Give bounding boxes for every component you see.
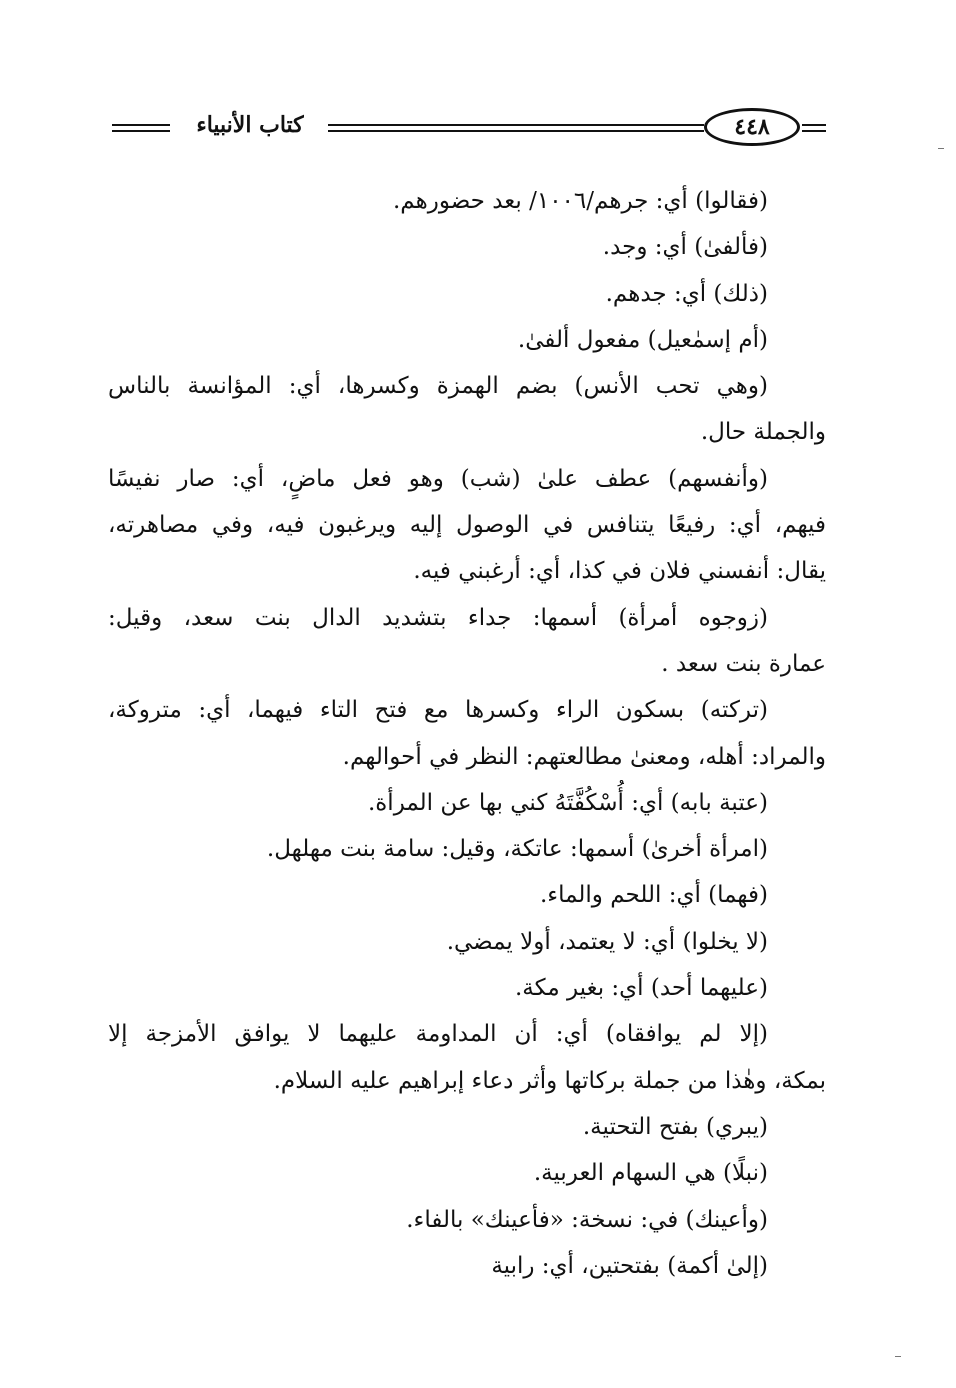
text-line: (أم إسمٰعيل) مفعول ألفىٰ. bbox=[517, 326, 768, 353]
header-left-rule bbox=[112, 124, 170, 126]
page-body bbox=[108, 178, 826, 1289]
text-line: والمراد: أهله، ومعنىٰ مطالعتهم: النظر في أحوالهم. bbox=[342, 743, 826, 770]
text-line: (إلىٰ أكمة) بفتحتين، أي: رابية bbox=[491, 1252, 768, 1279]
header-left-rule bbox=[112, 130, 170, 132]
text-line: (عتبة بابه) أي: أُسْكُفَّتَهُ كني بها عن المرأة. bbox=[367, 789, 768, 816]
text-line: (فقالوا) أي: جرهم/١٠٠٦/ بعد حضورهم. bbox=[393, 188, 768, 214]
text-line: (ذلك) أي: جدهم. bbox=[605, 280, 768, 307]
text-line: (تركته) بسكون الراء وكسرها مع فتح التاء فيهما، أي: متروكة، bbox=[108, 697, 768, 724]
header-middle-rule bbox=[328, 130, 704, 132]
text-line: عمارة بنت سعد . bbox=[661, 650, 826, 677]
text-line: بمكة، وهٰذا من جملة بركاتها وأثر دعاء إبراهيم عليه السلام. bbox=[273, 1067, 826, 1094]
scan-speck bbox=[938, 148, 944, 149]
text-line: (إلا لم يوافقاه) أي: أن المداومة عليهما لا يوافق الأمزجة إلا bbox=[108, 1021, 768, 1048]
running-header bbox=[112, 108, 826, 152]
text-line: يقال: أنفسني فلان في كذا، أي: أرغبني فيه. bbox=[413, 558, 826, 585]
text-line: فيهم، أي: رفيعًا يتنافس في الوصول إليه ويرغبون فيه، وفي مصاهرته، bbox=[108, 512, 826, 539]
text-line: والجملة حال. bbox=[700, 419, 826, 446]
header-middle-rule bbox=[328, 124, 704, 126]
text-line: (يبري) بفتح التحتية. bbox=[582, 1113, 768, 1140]
page-number: ٤٤٨ bbox=[704, 108, 800, 146]
text-line: (وهي تحب الأنس) بضم الهمزة وكسرها، أي: المؤانسة بالناس bbox=[108, 373, 768, 400]
text-line: (وأنفسهم) عطف علىٰ (شب) وهو فعل ماضٍ، أي: صار نفيسًا bbox=[108, 465, 768, 492]
text-line: (فهما) أي: اللحم والماء. bbox=[539, 882, 768, 909]
text-line: (فألفىٰ) أي: وجد. bbox=[602, 234, 768, 261]
text-line: (نبلًا) هي السهام العربية. bbox=[533, 1160, 768, 1187]
text-line: (زوجوه أمرأة) أسمها: جداء بتشديد الدال بنت سعد، وقيل: bbox=[108, 604, 768, 631]
book-title: كتاب الأنبياء bbox=[196, 112, 304, 138]
text-line: (عليهما أحد) أي: بغير مكة. bbox=[515, 975, 768, 1002]
text-line: (امرأة أخرىٰ) أسمها: عاتكة، وقيل: سامة بنت مهلهل. bbox=[266, 836, 768, 863]
header-right-rule bbox=[802, 124, 826, 126]
text-line: (وأعينك) في: نسخة: «فأعينك» بالفاء. bbox=[406, 1206, 768, 1233]
scan-speck bbox=[895, 1356, 901, 1357]
header-right-rule bbox=[802, 130, 826, 132]
text-line: (لا يخلوا) أي: لا يعتمد، أولا يمضي. bbox=[446, 928, 768, 955]
